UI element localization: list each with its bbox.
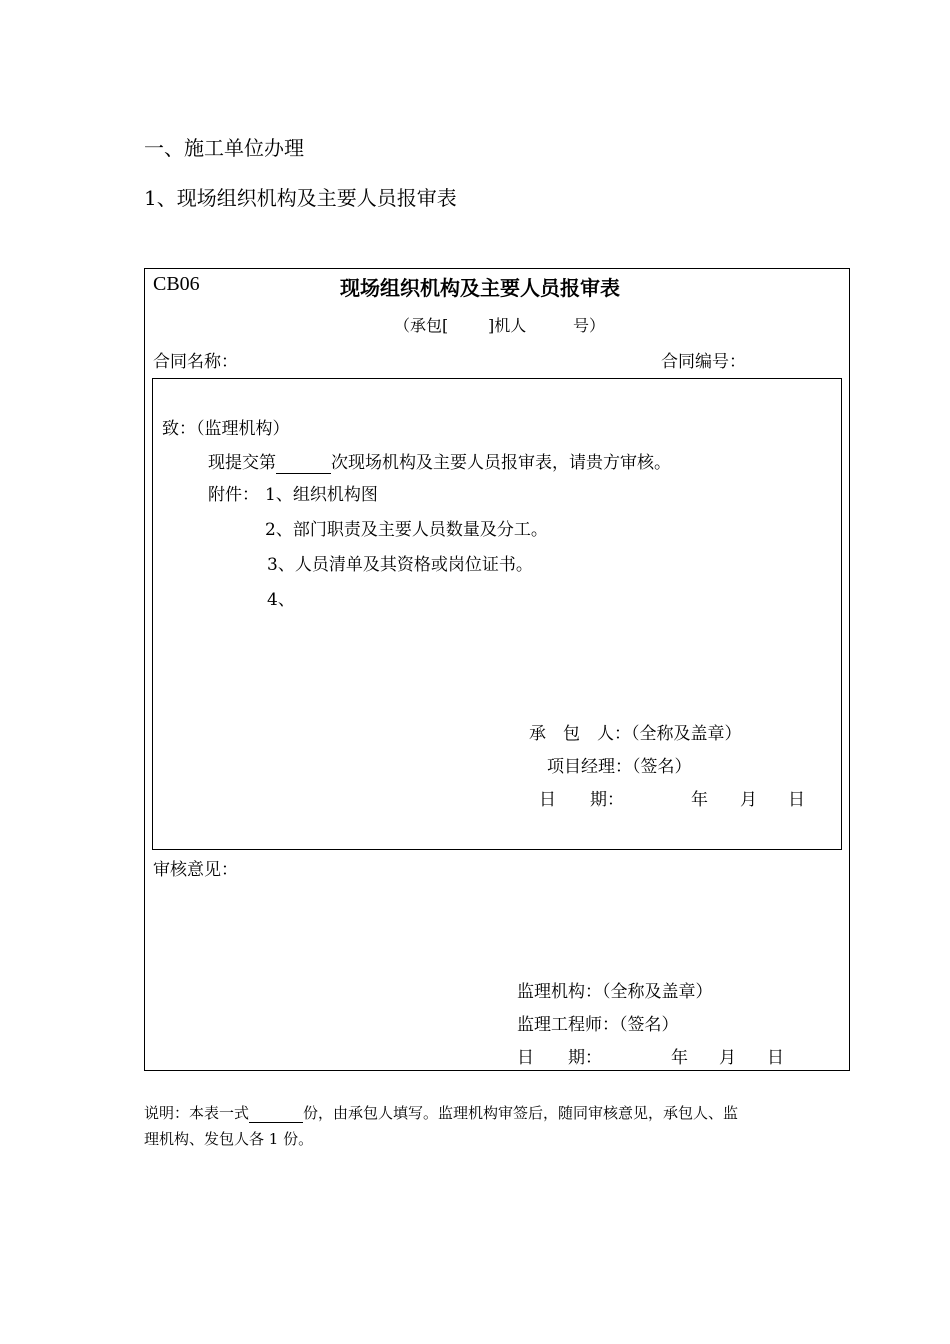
review-date-month: 月 bbox=[719, 1048, 736, 1068]
contractor-date-month: 月 bbox=[740, 790, 757, 810]
review-date-day: 日 bbox=[767, 1048, 784, 1068]
contract-name-label: 合同名称： bbox=[153, 352, 238, 372]
note-prefix: 说明：本表一式 bbox=[144, 1104, 250, 1122]
attachment-item: 1、组织机构图 bbox=[265, 485, 378, 505]
project-manager-signature-line: 项目经理：（签名） bbox=[547, 757, 692, 777]
review-date-label: 日 期： bbox=[517, 1048, 602, 1068]
note-suffix: 份，由承包人填写。监理机构审签后，随同审核意见，承包人、监 bbox=[303, 1104, 739, 1122]
contractor-date-year: 年 bbox=[691, 790, 708, 810]
addressee-line: 致：（监理机构） bbox=[162, 419, 290, 439]
attachment-item: 4、 bbox=[267, 590, 295, 610]
form-subtitle-middle: ]机人 bbox=[488, 316, 527, 335]
submission-suffix: 次现场机构及主要人员报审表，请贵方审核。 bbox=[331, 453, 671, 473]
contractor-signature-line: 承 包 人：（全称及盖章） bbox=[529, 724, 742, 744]
note-line-1 bbox=[144, 1102, 738, 1123]
submission-number-blank[interactable] bbox=[276, 453, 331, 474]
attachments-label: 附件： bbox=[208, 485, 259, 505]
attachment-item: 3、人员清单及其资格或岗位证书。 bbox=[267, 555, 533, 575]
contractor-date-label: 日 期： bbox=[539, 790, 624, 810]
supervision-agency-line: 监理机构：（全称及盖章） bbox=[517, 982, 713, 1002]
section-heading: 一、施工单位办理 bbox=[144, 136, 304, 160]
submission-line bbox=[208, 448, 671, 474]
review-opinion-label: 审核意见： bbox=[153, 860, 238, 880]
supervision-engineer-line: 监理工程师：（签名） bbox=[517, 1015, 679, 1035]
note-line-2: 理机构、发包人各 1 份。 bbox=[144, 1130, 314, 1148]
attachment-item: 2、部门职责及主要人员数量及分工。 bbox=[265, 520, 548, 540]
form-subtitle-suffix: 号） bbox=[573, 316, 606, 335]
subsection-heading: 1、现场组织机构及主要人员报审表 bbox=[144, 186, 457, 210]
review-date-year: 年 bbox=[671, 1048, 688, 1068]
form-subtitle-prefix: （承包[ bbox=[394, 316, 449, 335]
submission-prefix: 现提交第 bbox=[208, 453, 276, 473]
form-title: 现场组织机构及主要人员报审表 bbox=[340, 276, 620, 300]
form-code: CB06 bbox=[153, 273, 200, 295]
copies-blank[interactable] bbox=[249, 1104, 303, 1123]
contract-no-label: 合同编号： bbox=[661, 352, 746, 372]
contractor-date-day: 日 bbox=[788, 790, 805, 810]
